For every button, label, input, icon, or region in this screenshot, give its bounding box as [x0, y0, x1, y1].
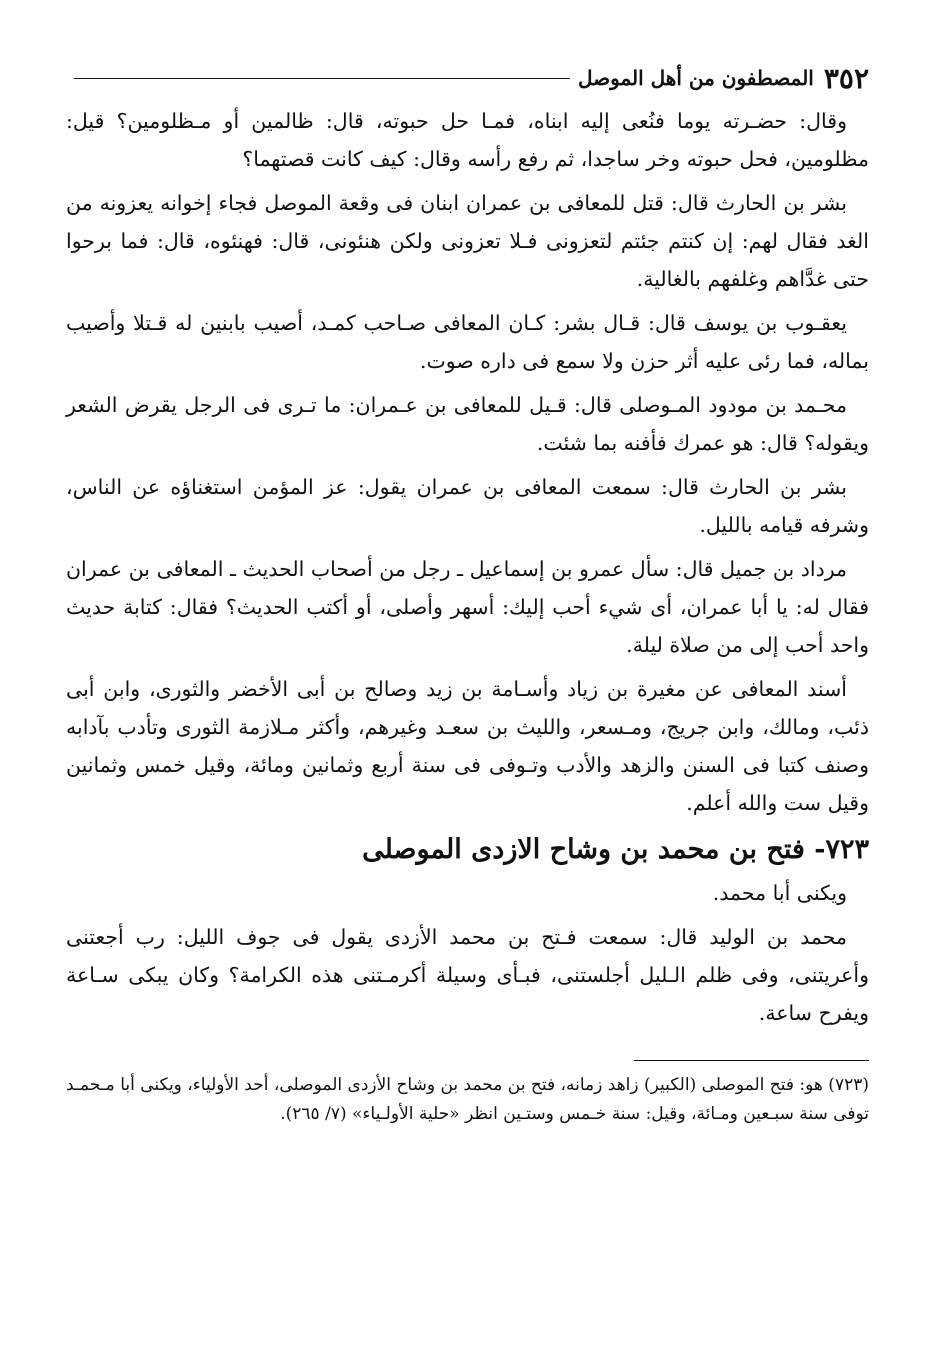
running-header: [66, 58, 869, 98]
paragraph: يعقـوب بن يوسف قال: قـال بشر: كـان المعافى صـاحب كمـد، أصيب بابنين له قـتلا وأصيب بماله، فما رئى عليه أثر حزن ولا سمع فى داره صوت.: [66, 311, 869, 373]
paragraph: أسند المعافى عن مغيرة بن زياد وأسـامة بن زيد وصالح بن أبى الأخضر والثورى، وابن أبى ذئب، ومالك، وابن جريج، ومـسعر، والليث بن سعـد وغيرهم، وأكثر مـلازمة الثورى وتأدب بآدابه وصنف كتبا فى السنن والزهد والأدب وتـوفى فى سنة أربع وثمانين ومائة، وقيل خمس وثمانين وقيل ست والله أعلم.: [66, 677, 869, 815]
body-text: [66, 102, 869, 1032]
paragraph: بشر بن الحارث قال: سمعت المعافى بن عمران يقول: عز المؤمن استغناؤه عن الناس، وشرفه قيامه بالليل.: [66, 475, 869, 537]
footnote-rule: [634, 1060, 869, 1061]
paragraph: ويكنى أبا محمد.: [712, 881, 847, 905]
page-number: ٣٥٢: [823, 61, 869, 95]
paragraph: مرداد بن جميل قال: سأل عمرو بن إسماعيل ـ رجل من أصحاب الحديث ـ المعافى بن عمران فقال له: يا أبا عمران، أى شيء أحب إليك: أسهر وأصلى، أو أكتب الحديث؟ فقال: كتابة حديث واحد أحب إلى من صلاة ليلة.: [66, 557, 869, 657]
paragraph: محمد بن الوليد قال: سمعت فـتح بن محمد الأزدى يقول فى جوف الليل: رب أجعتنى وأعريتنى، وفى ظلم الـليل أجلستنى، فبـأى وسيلة أكرمـتنى هذه الكرامة؟ وكان يبكى سـاعة ويفرح ساعة.: [66, 925, 869, 1025]
entry-heading: ٧٢٣- فتح بن محمد بن وشاح الازدى الموصلى: [362, 834, 869, 865]
paragraph: محـمد بن مودود المـوصلى قال: قـيل للمعافى بن عـمران: ما تـرى فى الرجل يقرض الشعر ويقوله؟ قال: هو عمرك فأفنه بما شئت.: [66, 393, 869, 455]
footnotes: [66, 1071, 869, 1129]
paragraph: بشر بن الحارث قال: قتل للمعافى بن عمران ابنان فى وقعة الموصل فجاء إخوانه يعزونه من الغد فقال لهم: إن كنتم جئتم لتعزونى فـلا تعزونى ولكن هنئونى، قال: فهنئوه، قال: فما برحوا حتى غدَّاهم وغلفهم بالغالية.: [66, 191, 869, 291]
paragraph: وقال: حضـرته يوما فنُعى إليه ابناه، فمـا حل حبوته، قال: ظالمين أو مـظلومين؟ قيل: مظلومين، فحل حبوته وخر ساجدا، ثم رفع رأسه وقال: كيف كانت قصتهما؟: [66, 109, 869, 171]
header-rule: [74, 78, 570, 79]
footnote: (٧٢٣) هو: فتح الموصلى (الكبير) زاهد زمانه، فتح بن محمد بن وشاح الأزدى الموصلى، أحد الأولياء، ويكنى أبا مـحمـد توفى سنة سبـعين ومـائة، وقيل: سنة خـمس وستـين انظر «حلية الأولـياء» (٧/ ٢٦٥).: [66, 1075, 869, 1124]
running-title: المصطفون من أهل الموصل: [578, 66, 814, 90]
